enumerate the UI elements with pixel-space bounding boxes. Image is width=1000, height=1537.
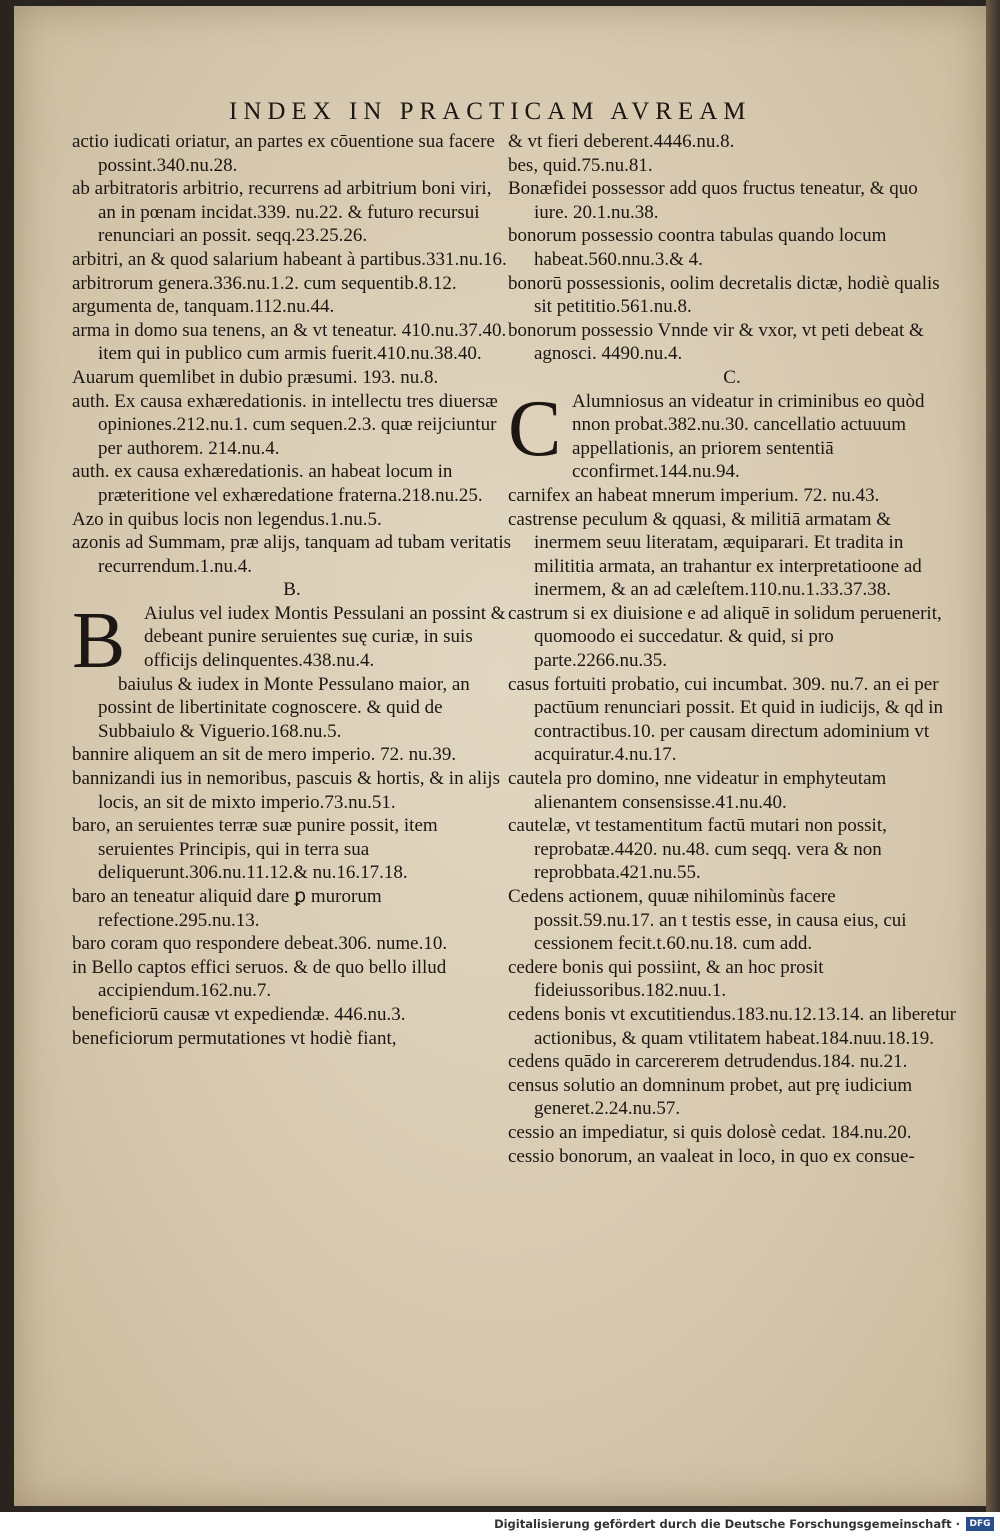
index-entry: bannizandi ius in nemoribus, pascuis & hortis, & in alijs locis, an sit de mixto imperio.73.nu.51.: [72, 768, 500, 813]
index-entry: arma in domo sua tenens, an & vt teneatur. 410.nu.37.40. item qui in publico cum armis fuerit.410.nu.38.40.: [72, 319, 507, 365]
index-entry: argumenta de, tanquam.112.nu.44.: [72, 296, 335, 318]
index-entry: bonorum possessio coontra tabulas quando locum habeat.560.nnu.3.& 4.: [508, 225, 887, 270]
index-entry: bannire aliquem an sit de mero imperio. 72. nu.39.: [72, 744, 457, 766]
index-entry: arbitrorum genera.336.nu.1.2. cum sequentib.8.12.: [72, 272, 457, 294]
right-column: [508, 130, 956, 1168]
running-head: INDEX IN PRACTICAM AVREAM: [229, 98, 752, 125]
dfg-logo-icon: DFG: [966, 1517, 994, 1531]
index-entry: Azo in quibus locis non legendus.1.nu.5.: [72, 508, 382, 530]
index-entry: Cedens actionem, quuæ nihilominùs facere possit.59.nu.17. an t testis esse, in causa eius, cui cessionem fecit.t.60.nu.18. cum add.: [508, 886, 907, 955]
index-entry: arbitri, an & quod salarium habeant à partibus.331.nu.16.: [72, 248, 507, 270]
index-entry: cedere bonis qui possiint, & an hoc prosit fideiussoribus.182.nuu.1.: [508, 956, 824, 1002]
index-entry: Aiulus vel iudex Montis Pessulani an possint & debeant punire seruientes suę curiæ, in suis officijs delinquentes.438.nu.4.: [144, 602, 506, 672]
index-entry: baiulus & iudex in Monte Pessulano maior, an possint de libertinitate cognoscere. & quid de Subbaiulo & Viguerio.168.nu.5.: [98, 673, 470, 742]
index-entry: bonorum possessio Vnnde vir & vxor, vt peti debeat & agnosci. 4490.nu.4.: [508, 319, 924, 365]
index-entry: Alumniosus an videatur in criminibus eo quòd nnon probat.382.nu.30. cancellatio actuuum appellationis, an priorem sententiā cconfirmet.144.nu.94.: [572, 390, 925, 483]
index-entry: cautela pro domino, nne videatur in emphyteutam alienantem consensisse.41.nu.40.: [508, 768, 887, 813]
index-entry: azonis ad Summam, præ alijs, tanquam ad tubam veritatis recurrendum.1.nu.4.: [72, 532, 512, 577]
entries-b-group: [72, 673, 512, 1051]
index-entry: beneficiorum permutationes vt hodiè fiant,: [72, 1027, 397, 1049]
index-entry: baro coram quo respondere debeat.306. nume.10.: [72, 933, 448, 955]
index-entry: census solutio an domninum probet, aut prę iudicium generet.2.24.nu.57.: [508, 1074, 913, 1120]
index-entry: cedens quādo in carcererem detrudendus.184. nu.21.: [508, 1051, 908, 1073]
index-entry: castrum si ex diuisione e ad aliquē in solidum peruenerit, quomoodo ei succedatur. & quid, si pro parte.2266.nu.35.: [508, 602, 942, 672]
entries-a-group: [72, 130, 512, 578]
drop-cap-entry-b: [72, 596, 512, 685]
left-column: [72, 130, 512, 1050]
index-entry: baro an teneatur aliquid dare ꝑ murorum refectione.295.nu.13.: [72, 886, 382, 931]
index-entry: cautelæ, vt testamentitum factū mutari non possit, reprobatæ.4420. nu.48. cum seqq. vera & non reprobbata.421.nu.55.: [508, 815, 887, 884]
index-entry: & vt fieri deberent.4446.nu.8.: [508, 131, 735, 152]
section-letter-c: C.: [723, 366, 741, 388]
index-entry: auth. Ex causa exhæredationis. in intellectu tres diuersæ opiniones.212.nu.1. cum sequen.2.3. quæ reijciuntur per authorem. 214.nu.4.: [72, 390, 498, 459]
index-entry: auth. ex causa exhæredationis. an habeat locum in præteritione vel exhæredatione fraterna.218.nu.25.: [72, 461, 483, 506]
index-entry: beneficiorū causæ vt expediendæ. 446.nu.3.: [72, 1003, 406, 1025]
entries-top-group: [508, 130, 956, 366]
index-entry: actio iudicati oriatur, an partes ex cōuentione sua facere possint.340.nu.28.: [72, 131, 495, 176]
index-entry: Auarum quemlibet in dubio præsumi. 193. nu.8.: [72, 366, 439, 388]
index-entry: ab arbitratoris arbitrio, recurrens ad arbitrium boni viri, an in pœnam incidat.339. nu.22. & futuro recursui renunciari an possit. seqq.23.25.26.: [72, 178, 492, 247]
drop-cap-entry-c: [508, 384, 956, 484]
index-entry: cessio an impediatur, si quis dolosè cedat. 184.nu.20.: [508, 1121, 912, 1143]
index-entry: carnifex an habeat mnerum imperium. 72. nu.43.: [508, 484, 880, 506]
index-entry: casus fortuiti probatio, cui incumbat. 309. nu.7. an ei per pactūum renunciari possit. Et quid in iudicijs, & qd in contractibus.10. per causam directum adominium vt acquiratur.4.nu.17.: [508, 673, 943, 766]
index-entry: Bonæfidei possessor add quos fructus teneatur, & quo iure. 20.1.nu.38.: [508, 178, 918, 223]
index-entry: bonorū possessionis, oolim decretalis dictæ, hodiè qualis sit petititio.561.nu.8.: [508, 272, 940, 318]
drop-cap-c: C: [508, 384, 562, 473]
index-entry: castrense peculum & qquasi, & militiā armatam & inermem seuu literatam, æquiparari. Et tradita in milititia armata, an trahantur ex interpretatioone ad inermem, & an ad cæleſtem.110.nu.1.33.37.38.: [508, 508, 922, 601]
index-entry: cedens bonis vt excutitiendus.183.nu.12.13.14. an liberetur actionibus, & quam vtilitatem habeat.184.nuu.18.19.: [508, 1003, 956, 1049]
index-entry: bes, quid.75.nu.81.: [508, 154, 653, 176]
index-entry: baro, an seruientes terræ suæ punire possit, item seruientes Principis, qui in terra sua deliquerunt.306.nu.11.12.& nu.16.17.18.: [72, 815, 438, 884]
index-entry: in Bello captos effici seruos. & de quo bello illud accipiendum.162.nu.7.: [72, 956, 447, 1002]
index-entry: cessio bonorum, an vaaleat in loco, in quo ex consue-: [508, 1145, 915, 1167]
entries-c-group: [508, 484, 956, 1168]
book-edge: [986, 0, 1000, 1512]
footer-credit: Digitalisierung gefördert durch die Deutsche Forschungsgemeinschaft ·: [494, 1517, 960, 1531]
drop-cap-b: B: [72, 596, 126, 685]
section-letter-b: B.: [283, 579, 301, 601]
footer-bar: [0, 1512, 1000, 1537]
book-page: [14, 6, 986, 1506]
